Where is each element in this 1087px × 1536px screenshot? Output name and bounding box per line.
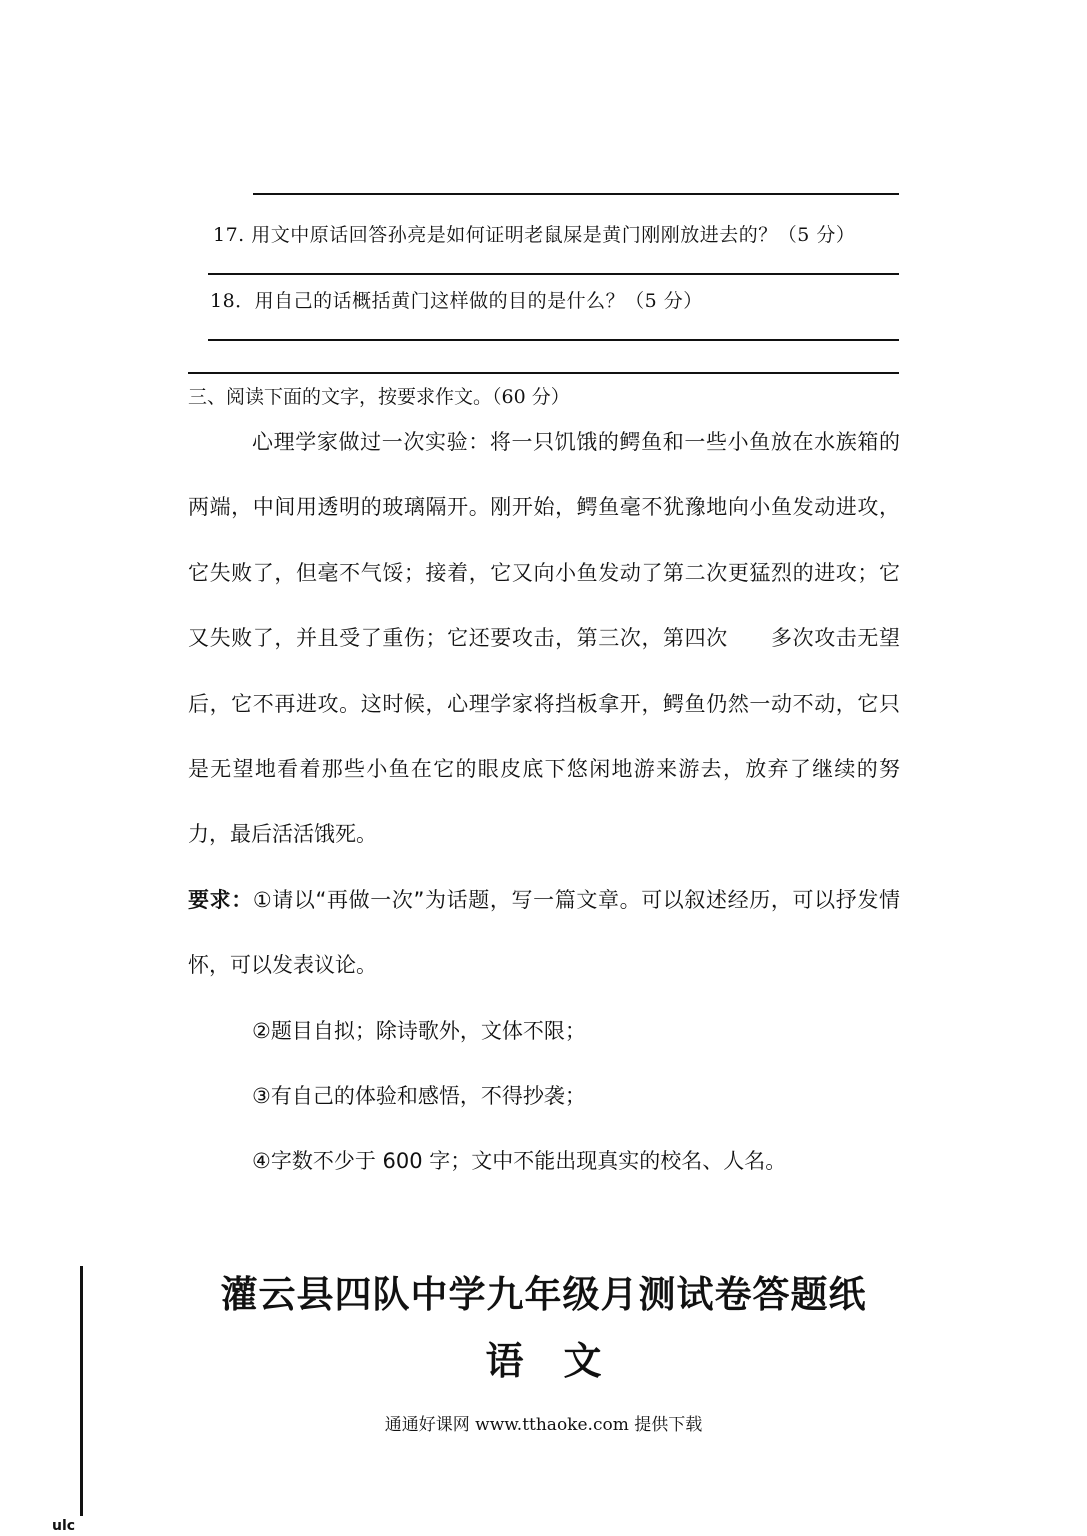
answer-sheet-title: 灌云县四队中学九年级月测试卷答题纸 <box>220 1273 867 1316</box>
requirement-2: ②题目自拟；除诗歌外，文体不限； <box>252 1018 586 1043</box>
essay-prompt <box>188 410 900 1195</box>
question-17: 17. 用文中原话回答孙亮是如何证明老鼠屎是黄门刚刚放进去的？（5 分） <box>213 224 856 246</box>
passage: 心理学家做过一次实验：将一只饥饿的鳄鱼和一些小鱼放在水族箱的两端，中间用透明的玻璃隔开。刚开始，鳄鱼毫不犹豫地向小鱼发动进攻，它失败了，但毫不气馁；接着，它又向小鱼发动了第二次更猛烈的进攻；它又失败了，并且受了重伤；它还要攻击，第三次，第四次 多次攻击无望后，它不再进攻。这时候，心理学家将挡板拿开，鳄鱼仍然一动不动，它只是无望地看着那些小鱼在它的眼皮底下悠闲地游来游去，放弃了继续的努力，最后活活饿死。 <box>188 430 900 847</box>
margin-mark: ulc <box>52 1518 76 1534</box>
question-18: 18．用自己的话概括黄门这样做的目的是什么？（5 分） <box>210 290 703 312</box>
requirement-4: ④字数不少于 600 字；文中不能出现真实的校名、人名。 <box>252 1149 787 1174</box>
requirements-label: 要求： <box>188 887 253 912</box>
requirement-3: ③有自己的体验和感悟，不得抄袭； <box>252 1084 586 1109</box>
subject-title: 语文 <box>485 1339 642 1383</box>
section-3-heading: 三、阅读下面的文字，按要求作文。（60 分） <box>188 386 570 408</box>
footer-source: 通通好课网 www.tthaoke.com 提供下载 <box>384 1415 703 1435</box>
answer-line-1 <box>253 193 899 195</box>
requirement-1 <box>188 868 900 999</box>
answer-line-3 <box>208 339 899 341</box>
answer-line-2 <box>208 273 899 275</box>
answer-line-4 <box>188 372 899 374</box>
requirement-1-text: ①请以“再做一次”为话题，写一篇文章。可以叙述经历，可以抒发情怀，可以发表议论。 <box>188 887 900 978</box>
